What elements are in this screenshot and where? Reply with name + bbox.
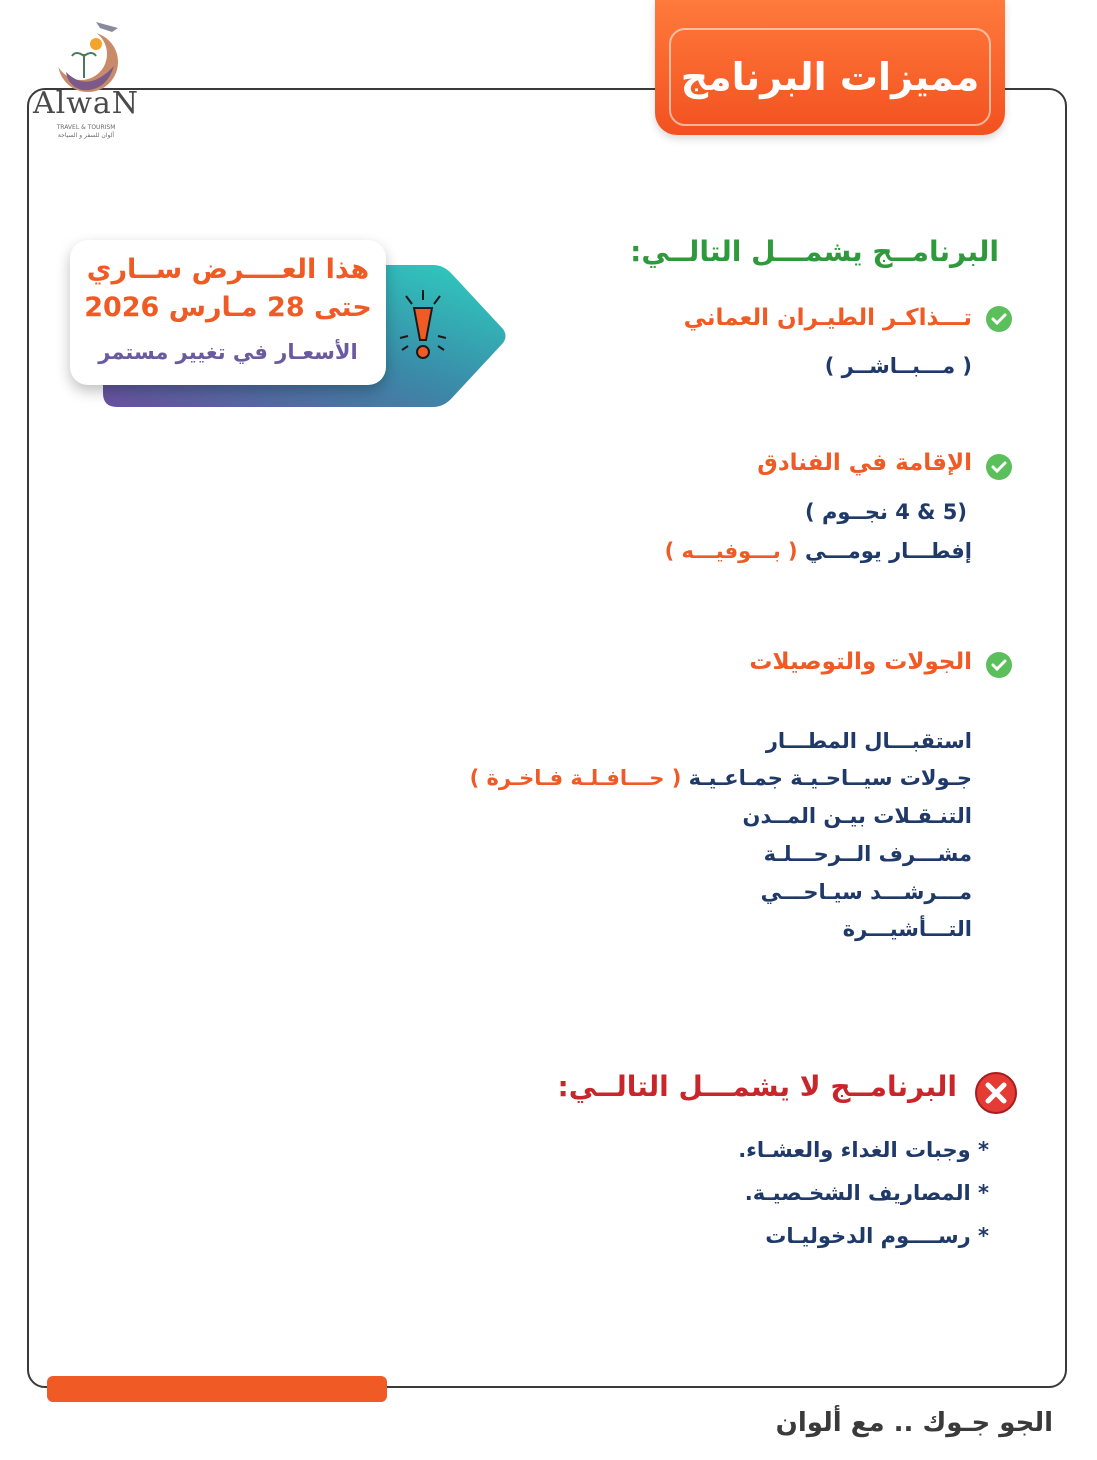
- footer-accent-bar: [47, 1376, 387, 1402]
- check-icon: [985, 453, 1013, 481]
- includes-heading: البرنامــج يشمـــل التالــي:: [630, 235, 999, 268]
- bus-note: ( حـــافـلـة فـاخـرة ): [469, 766, 682, 790]
- breakfast-line: [665, 539, 972, 563]
- flights-note: ( مـــبــاشــر ): [824, 354, 972, 378]
- alert-icon: [398, 288, 448, 364]
- title-banner: [655, 0, 1005, 135]
- tours-item: التـــأشيـــرة: [842, 917, 972, 941]
- close-icon: [974, 1071, 1018, 1115]
- check-icon: [985, 651, 1013, 679]
- flights-title: تـــذاكـر الطيـران العماني: [683, 305, 972, 331]
- excludes-item: * المصاريف الشخـصيـة.: [744, 1181, 989, 1205]
- excludes-item: * رســــوم الدخوليـات: [765, 1224, 989, 1248]
- brand-subtitle: TRAVEL & TOURISM ألوان للسفر و السياحة: [56, 124, 116, 139]
- offer-card: [70, 240, 386, 385]
- excludes-item: * وجبات الغداء والعشـاء.: [738, 1138, 989, 1162]
- offer-line-1: هذا العــــرض ســاري: [86, 254, 370, 285]
- offer-line-2: حتى 28 مـارس 2026: [84, 292, 372, 323]
- offer-line-3: الأسعـار في تغيير مستمر: [98, 340, 358, 364]
- excludes-heading: البرنامــج لا يشمـــل التالــي:: [557, 1070, 957, 1103]
- brand-name: AlwaN: [32, 86, 140, 121]
- breakfast-label: إفطـــار يومـــي: [804, 539, 972, 563]
- tours-item: مشـــرف الــرحـــلـة: [763, 842, 972, 866]
- tours-item: التنـقـلات بيـن المــدن: [742, 804, 972, 828]
- tours-item: استقبـــال المطـــار: [765, 729, 972, 753]
- tours-item: جـولات سيــاحـيـة جمـاعـيـة: [688, 766, 972, 790]
- tours-item-group-line: [470, 766, 972, 790]
- check-icon: [985, 305, 1013, 333]
- breakfast-note: ( بـــوفيـــه ): [664, 539, 798, 563]
- footer-slogan: الجو جـوك .. مع ألوان: [775, 1408, 1053, 1438]
- page-title: مميزات البرنامج: [669, 28, 991, 126]
- hotels-title: الإقامة في الفنادق: [757, 450, 972, 476]
- hotels-stars: (5 & 4 نجــوم ): [805, 500, 967, 524]
- tours-title: الجولات والتوصيلات: [749, 649, 972, 675]
- tours-item: مـــرشـــد سيـاحـــي: [760, 880, 972, 904]
